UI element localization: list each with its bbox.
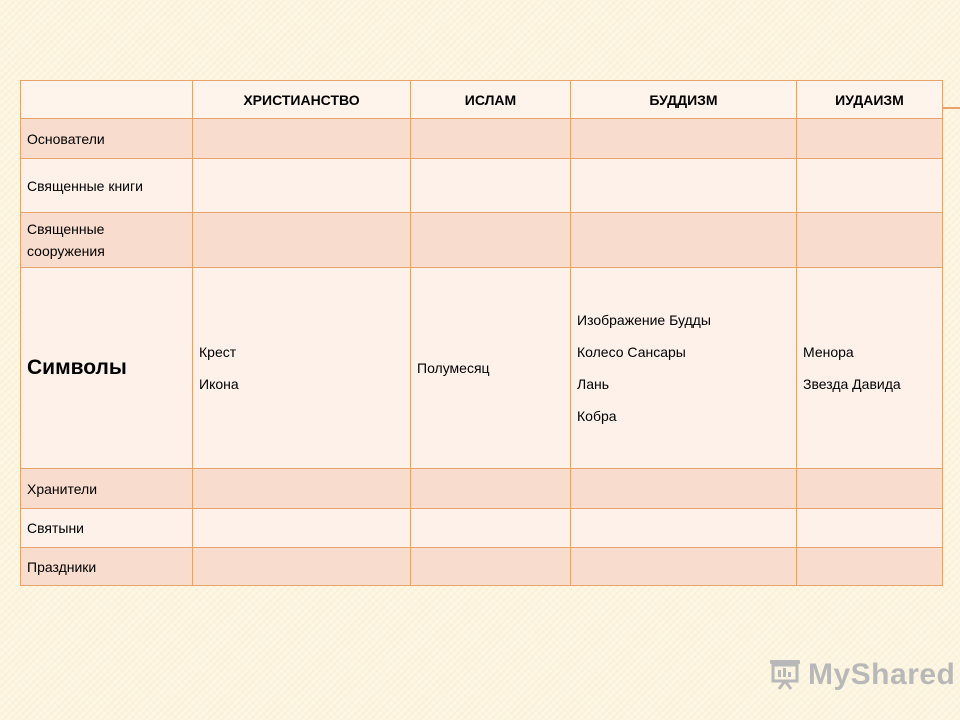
table-header-row	[21, 81, 943, 119]
table-cell	[193, 213, 411, 268]
header-buddhism: БУДДИЗМ	[571, 81, 797, 119]
symbol-item: Изображение Будды	[577, 312, 711, 328]
table-cell	[797, 213, 943, 268]
header-islam: ИСЛАМ	[411, 81, 571, 119]
table-cell	[797, 159, 943, 213]
symbols-christianity	[193, 268, 411, 469]
symbol-item: Звезда Давида	[803, 376, 901, 392]
table-row-symbols	[21, 268, 943, 469]
table-row-founders	[21, 119, 943, 159]
symbol-item: Колесо Сансары	[577, 344, 686, 360]
table-row-buildings	[21, 213, 943, 268]
symbol-item: Икона	[199, 376, 239, 392]
table-cell	[797, 548, 943, 586]
watermark-text: MyShared	[808, 658, 956, 691]
table-cell	[193, 548, 411, 586]
row-label-books: Священные книги	[21, 159, 193, 213]
table-row-holidays	[21, 548, 943, 586]
row-label-buildings: Священные сооружения	[21, 213, 193, 268]
watermark-logo	[768, 655, 955, 695]
table-cell	[571, 213, 797, 268]
row-label-founders: Основатели	[21, 119, 193, 159]
table-cell	[571, 509, 797, 548]
table-cell	[797, 469, 943, 509]
presentation-screen-icon	[768, 656, 802, 695]
table-cell	[571, 119, 797, 159]
symbols-judaism	[797, 268, 943, 469]
decorative-line	[942, 107, 960, 109]
table-cell	[411, 119, 571, 159]
table-cell	[411, 548, 571, 586]
row-label-keepers: Хранители	[21, 469, 193, 509]
symbol-item: Кобра	[577, 408, 617, 424]
symbols-buddhism	[571, 268, 797, 469]
table-cell	[797, 509, 943, 548]
row-label-symbols: Символы	[21, 268, 193, 469]
table-row-keepers	[21, 469, 943, 509]
table-cell	[571, 469, 797, 509]
table-row-shrines	[21, 509, 943, 548]
table-cell	[571, 548, 797, 586]
symbol-item: Крест	[199, 344, 237, 360]
table-cell	[411, 159, 571, 213]
table-row-books	[21, 159, 943, 213]
table-cell	[411, 509, 571, 548]
table-cell	[193, 469, 411, 509]
symbol-item: Менора	[803, 344, 854, 360]
table-cell	[193, 119, 411, 159]
symbol-item: Лань	[577, 376, 609, 392]
table-cell	[193, 159, 411, 213]
table-cell	[193, 509, 411, 548]
row-label-shrines: Святыни	[21, 509, 193, 548]
symbols-islam	[411, 268, 571, 469]
header-christianity: ХРИСТИАНСТВО	[193, 81, 411, 119]
table-cell	[797, 119, 943, 159]
table-cell	[411, 469, 571, 509]
symbol-item: Полумесяц	[417, 360, 490, 376]
table-cell	[411, 213, 571, 268]
header-empty-cell	[21, 81, 193, 119]
table-cell	[571, 159, 797, 213]
row-label-holidays: Праздники	[21, 548, 193, 586]
religions-table	[20, 80, 943, 586]
header-judaism: ИУДАИЗМ	[797, 81, 943, 119]
